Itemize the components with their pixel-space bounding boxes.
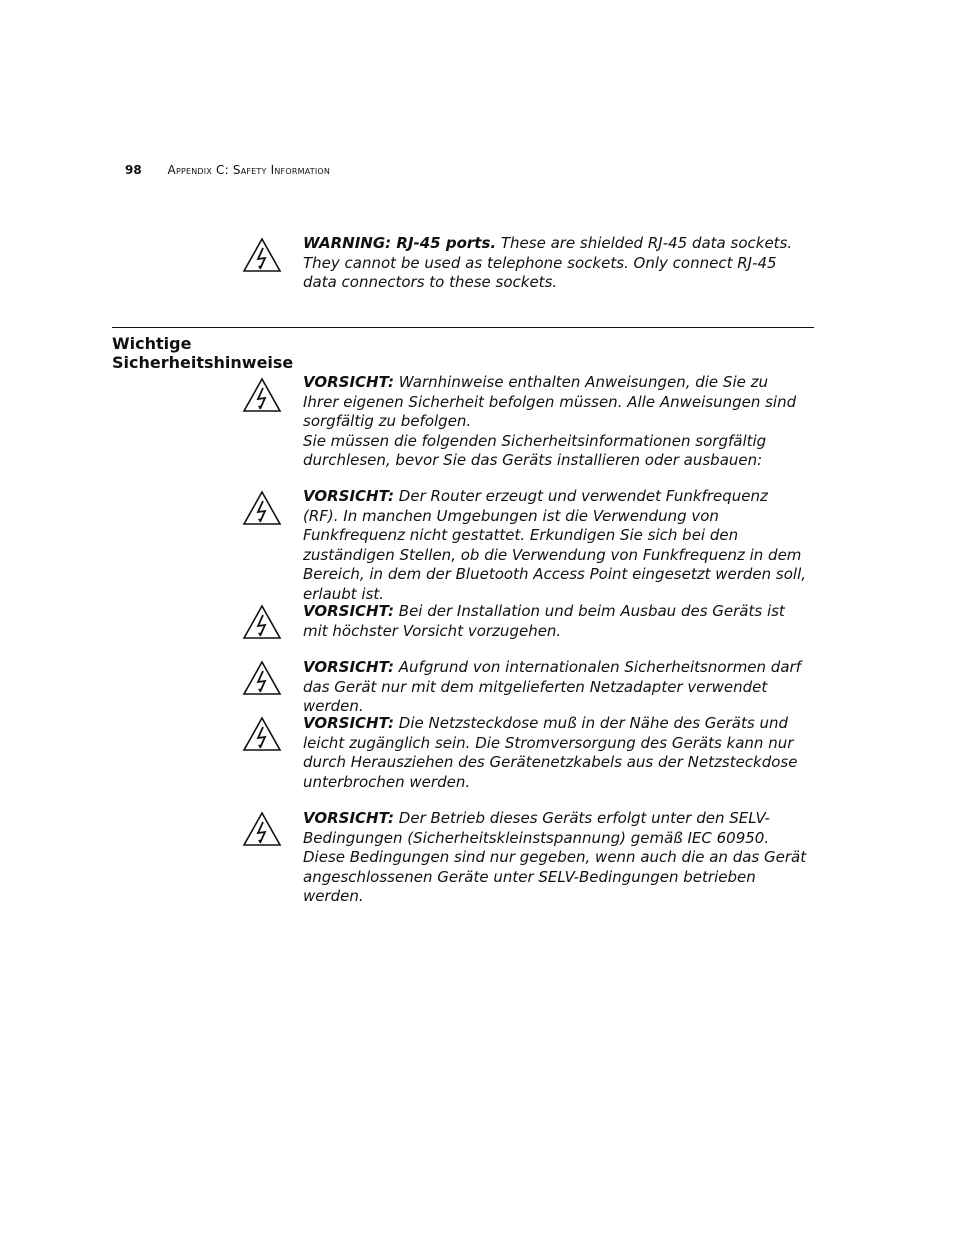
caution-note [303, 602, 808, 641]
caution-text: Der Betrieb dieses Geräts erfolgt unter den SELV-Bedingungen (Sicherheitskleinstspannung) gemäß IEC 60950. Diese Bedingungen sind nur gegeben, wenn auch die an das Gerät angeschlossenen Geräte unter SELV-Bedingungen betrieben werden. [303, 809, 807, 905]
caution-note [303, 658, 808, 717]
electrical-hazard-icon [242, 716, 282, 752]
electrical-hazard-icon [242, 237, 282, 273]
caution-text: Die Netzsteckdose muß in der Nähe des Geräts und leicht zugänglich sein. Die Stromversorgung des Geräts kann nur durch Herausziehen des Gerätenetzkabels aus der Netzsteckdose unterbrochen werden. [303, 714, 798, 791]
electrical-hazard-icon [242, 811, 282, 847]
section-heading-line2: Sicherheitshinweise [112, 353, 294, 372]
caution-note [303, 714, 808, 792]
caution-text: Warnhinweise enthalten Anweisungen, die Sie zu Ihrer eigenen Sicherheit befolgen müssen. Alle Anweisungen sind sorgfältig zu befolgen. [303, 373, 797, 430]
section-rule [112, 327, 814, 328]
caution-paragraph-2: Sie müssen die folgenden Sicherheitsinformationen sorgfältig durchlesen, bevor Sie das Geräts installieren oder ausbauen: [303, 431, 767, 469]
warning-text: These are shielded RJ-45 data sockets. They cannot be used as telephone sockets. Only connect RJ-45 data connectors to these sockets. [303, 234, 793, 291]
running-header-title: Appendix C: Safety Information [167, 163, 331, 177]
caution-lead: VORSICHT: [303, 373, 395, 391]
section-heading-line1: Wichtige [112, 334, 192, 353]
running-header [125, 162, 330, 178]
electrical-hazard-icon [242, 604, 282, 640]
caution-text: Der Router erzeugt und verwendet Funkfrequenz (RF). In manchen Umgebungen ist die Verwendung von Funkfrequenz nicht gestattet. Erkundigen Sie sich bei den zuständigen Stellen, ob die Verwendung von Funkfrequenz in dem Bereich, in dem der Bluetooth Access Point eingesetzt werden soll, erlaubt ist. [303, 487, 807, 603]
electrical-hazard-icon [242, 377, 282, 413]
caution-note [303, 487, 808, 604]
page-number: 98 [125, 163, 142, 177]
caution-lead: VORSICHT: [303, 809, 395, 827]
warning-lead: WARNING: RJ-45 ports. [303, 234, 497, 252]
caution-note [303, 809, 808, 907]
caution-lead: VORSICHT: [303, 602, 395, 620]
section-heading [112, 334, 293, 372]
caution-lead: VORSICHT: [303, 714, 395, 732]
caution-lead: VORSICHT: [303, 658, 395, 676]
warning-note [303, 234, 808, 293]
electrical-hazard-icon [242, 490, 282, 526]
caution-paragraph [303, 373, 808, 432]
caution-text: Bei der Installation und beim Ausbau des Geräts ist mit höchster Vorsicht vorzugehen. [303, 602, 785, 640]
caution-note [303, 373, 808, 471]
caution-lead: VORSICHT: [303, 487, 395, 505]
electrical-hazard-icon [242, 660, 282, 696]
caution-text: Aufgrund von internationalen Sicherheitsnormen darf das Gerät nur mit dem mitgelieferten Netzadapter verwendet werden. [303, 658, 801, 715]
